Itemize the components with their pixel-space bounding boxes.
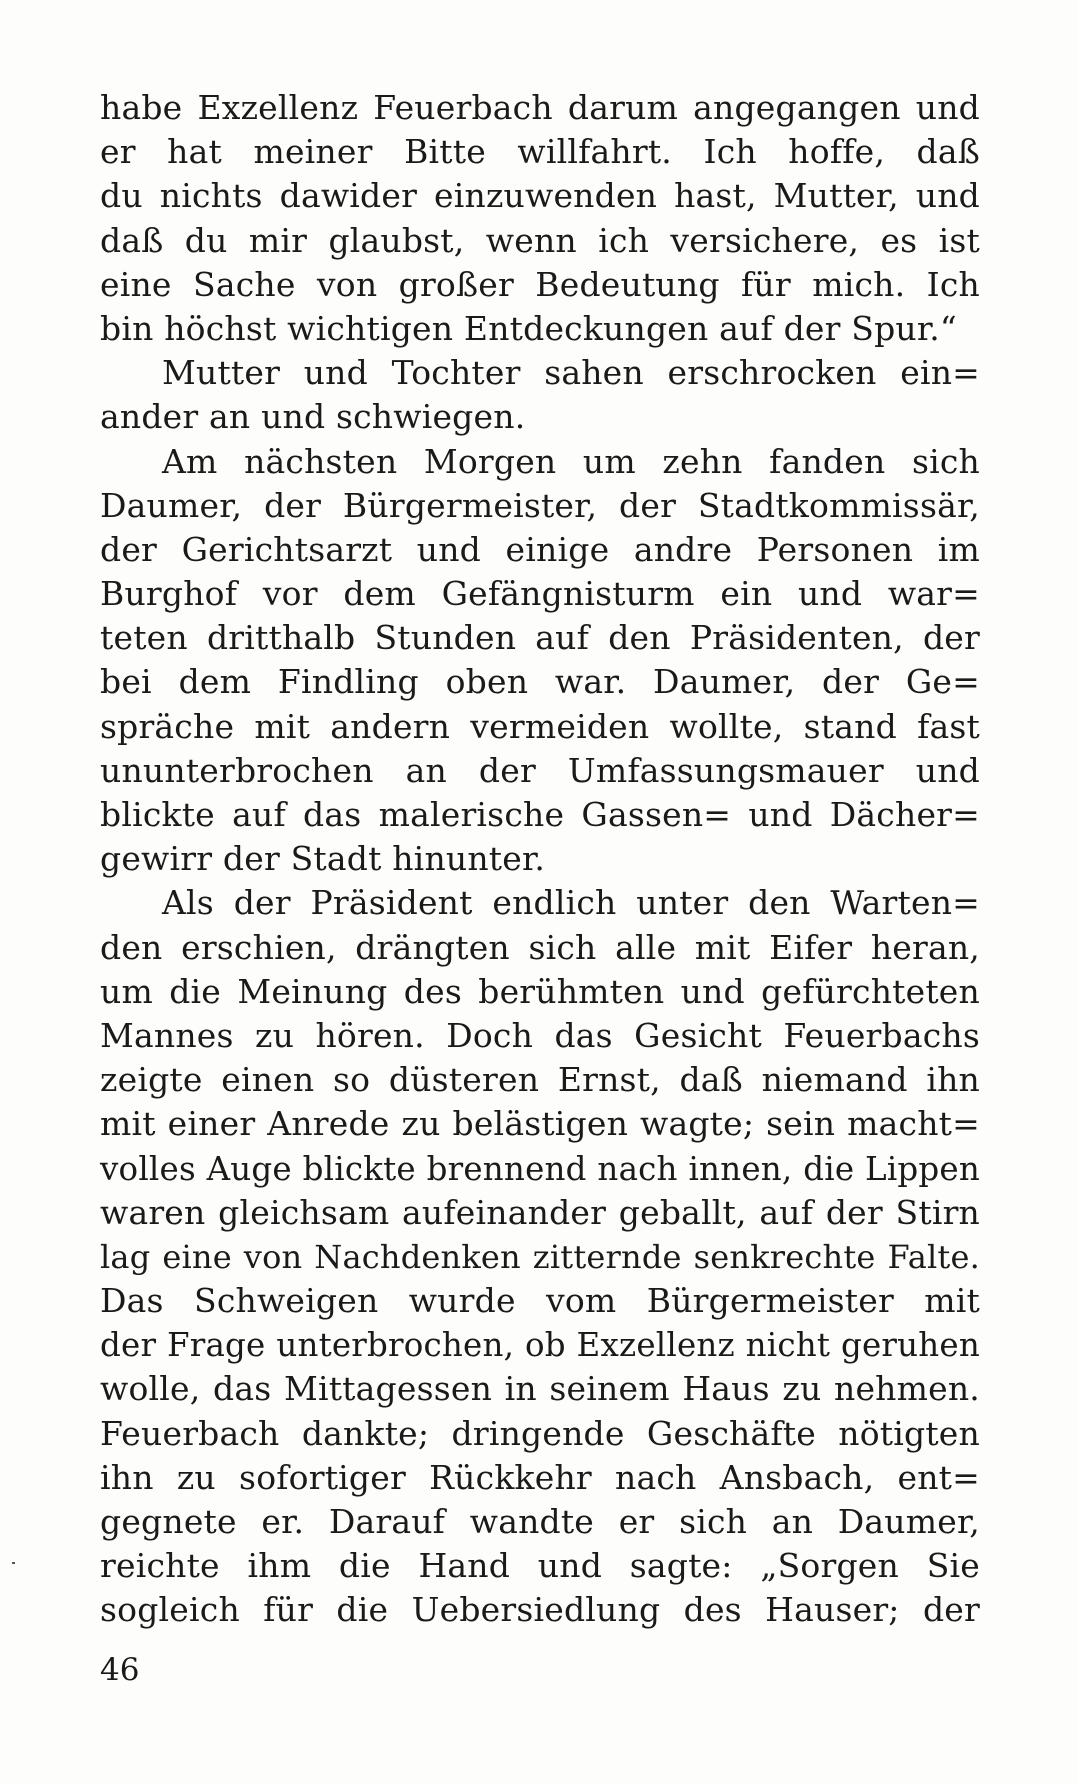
text-line: um die Meinung des berühmten und gefürchteten [100,971,980,1011]
text-line: waren gleichsam aufeinander geballt, auf der Stirn [100,1192,980,1232]
text-line: bin höchst wichtigen Entdeckungen auf der Spur.“ [100,308,957,348]
text-line: teten dritthalb Stunden auf den Präsidenten, der [100,618,980,658]
text-line: der Frage unterbrochen, ob Exzellenz nicht geruhen [100,1326,980,1365]
text-line: sogleich für die Uebersiedlung des Hauser; der [100,1590,980,1630]
text-line: daß du mir glaubst, wenn ich versichere, es ist [100,220,980,260]
text-line: er hat meiner Bitte willfahrt. Ich hoffe, daß [100,132,980,172]
text-line: Feuerbach dankte; dringende Geschäfte nötigten [100,1413,980,1453]
text-line: Am nächsten Morgen um zehn fanden sich [162,441,980,481]
text-line: Mutter und Tochter sahen erschrocken ein= [162,353,980,393]
text-line: wolle, das Mittagessen in seinem Haus zu nehmen. [100,1369,980,1409]
text-line: gegnete er. Darauf wandte er sich an Daumer, [100,1502,980,1541]
text-line: eine Sache von großer Bedeutung für mich. Ich [100,264,980,304]
text-line: ihn zu sofortiger Rückkehr nach Ansbach, ent= [100,1457,980,1497]
text-line: volles Auge blickte brennend nach innen, die Lippen [100,1149,980,1188]
body-text [100,86,980,1633]
text-line: du nichts dawider einzuwenden hast, Mutter, und [100,176,980,216]
print-speck [12,1562,15,1564]
text-line: spräche mit andern vermeiden wollte, stand fast [100,706,980,746]
text-line: blickte auf das malerische Gassen= und Dächer= [100,795,980,834]
text-line: Daumer, der Bürgermeister, der Stadtkommissär, [100,485,980,525]
text-line: ander an und schwiegen. [100,397,526,437]
text-line: ununterbrochen an der Umfassungsmauer und [100,750,980,790]
text-line: gewirr der Stadt hinunter. [100,839,546,879]
text-line: Mannes zu hören. Doch das Gesicht Feuerbachs [100,1015,980,1055]
text-line: Burghof vor dem Gefängnisturm ein und war= [100,574,980,614]
text-line: Als der Präsident endlich unter den Warten= [162,883,980,923]
text-line: zeigte einen so düsteren Ernst, daß niemand ihn [100,1060,980,1100]
text-line: bei dem Findling oben war. Daumer, der Ge= [100,662,980,702]
text-line: Das Schweigen wurde vom Bürgermeister mit [100,1281,980,1321]
text-line: den erschien, drängten sich alle mit Eifer heran, [100,927,980,967]
text-line: lag eine von Nachdenken zitternde senkrechte Falte. [100,1237,980,1276]
text-line: der Gerichtsarzt und einige andre Personen im [100,529,980,569]
text-line: mit einer Anrede zu belästigen wagte; sein macht= [100,1104,980,1144]
text-line: habe Exzellenz Feuerbach darum angegangen und [100,88,980,127]
page-number: 46 [100,1652,140,1688]
text-line: reichte ihm die Hand und sagte: „Sorgen Sie [100,1546,980,1586]
